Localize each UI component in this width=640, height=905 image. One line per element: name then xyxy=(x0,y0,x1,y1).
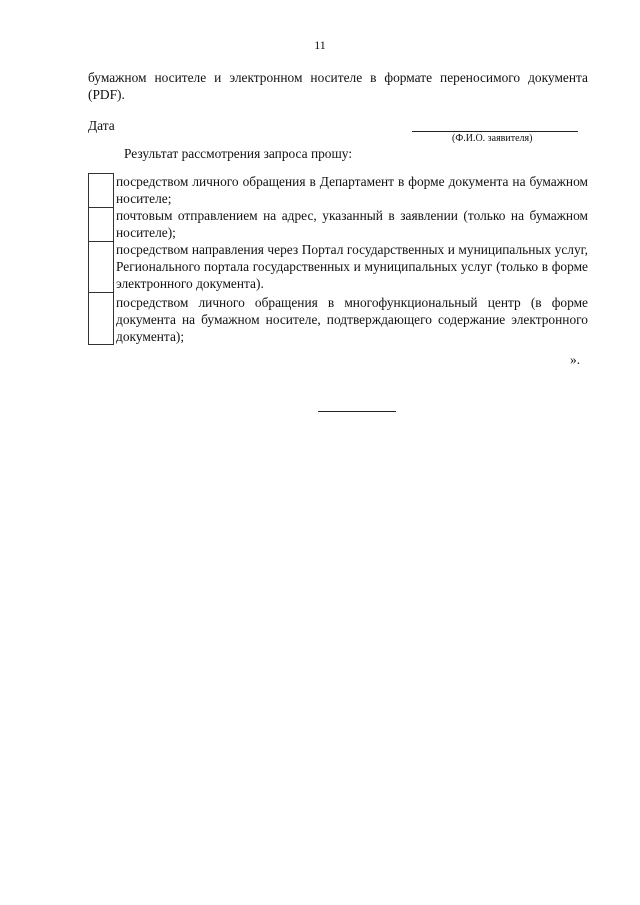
option-label: посредством личного обращения в многофункциональный центр (в форме документа на бумажном носителе, подтверждающего содержание электронного документа); xyxy=(116,295,588,344)
signature-caption: (Ф.И.О. заявителя) xyxy=(452,133,533,144)
intro-paragraph: бумажном носителе и электронном носителе в формате переносимого документа (PDF). xyxy=(88,70,588,102)
option-checkbox[interactable] xyxy=(88,241,114,292)
delivery-option-mfc xyxy=(88,292,588,345)
delivery-option-mail xyxy=(88,207,588,241)
option-checkbox[interactable] xyxy=(88,292,114,345)
date-label: Дата xyxy=(88,118,115,133)
option-label: посредством направления через Портал государственных и муниципальных услуг, Регионального портала государственных и муниципальных услуг (только в форме электронного документа). xyxy=(116,242,588,291)
delivery-option-portal xyxy=(88,241,588,292)
result-heading: Результат рассмотрения запроса прошу: xyxy=(124,146,353,161)
end-rule xyxy=(318,411,396,412)
page-number: 11 xyxy=(314,38,326,52)
option-checkbox[interactable] xyxy=(88,207,114,241)
option-checkbox[interactable] xyxy=(88,173,114,207)
delivery-option-department xyxy=(88,173,588,207)
option-label: посредством личного обращения в Департамент в форме документа на бумажном носителе; xyxy=(116,174,588,206)
closing-quote: ». xyxy=(570,352,581,367)
signature-line xyxy=(412,131,578,132)
delivery-options-list xyxy=(88,173,588,345)
option-label: почтовым отправлением на адрес, указанный в заявлении (только на бумажном носителе); xyxy=(116,208,588,240)
